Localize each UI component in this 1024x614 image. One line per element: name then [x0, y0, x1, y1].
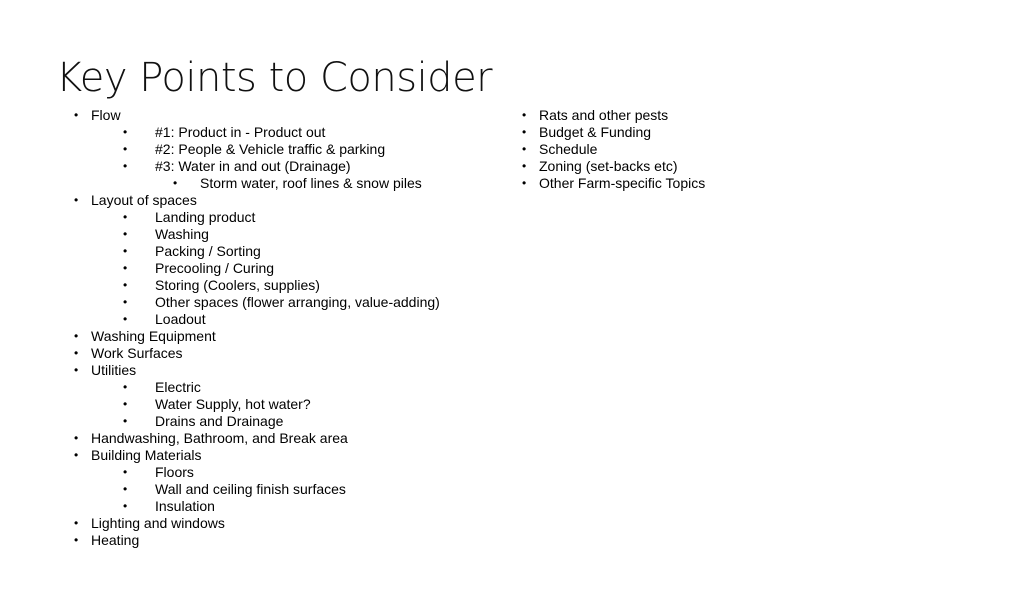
bullet-icon: • [74, 448, 79, 462]
bullet-icon: • [123, 380, 128, 394]
bullet-text: Work Surfaces [91, 345, 183, 361]
right-bullet-column [518, 107, 978, 192]
bullet-item-level-0 [518, 107, 978, 124]
bullet-item-level-1 [70, 481, 500, 498]
bullet-item-level-0 [70, 447, 500, 464]
bullet-icon: • [123, 414, 128, 428]
bullet-text: #1: Product in - Product out [155, 124, 326, 140]
bullet-text: Schedule [539, 141, 598, 157]
bullet-item-level-1 [70, 124, 500, 141]
bullet-text: Washing [155, 226, 209, 242]
bullet-text: Washing Equipment [91, 328, 216, 344]
bullet-item-level-0 [70, 515, 500, 532]
bullet-item-level-1 [70, 243, 500, 260]
bullet-text: #3: Water in and out (Drainage) [155, 158, 351, 174]
bullet-icon: • [123, 397, 128, 411]
bullet-icon: • [123, 227, 128, 241]
bullet-text: Other Farm-specific Topics [539, 175, 706, 191]
bullet-icon: • [74, 193, 79, 207]
bullet-text: Precooling / Curing [155, 260, 275, 276]
bullet-text: Water Supply, hot water? [155, 396, 311, 412]
bullet-item-level-0 [70, 107, 500, 124]
bullet-item-level-2 [70, 175, 500, 192]
bullet-text: Zoning (set-backs etc) [539, 158, 678, 174]
bullet-icon: • [74, 533, 79, 547]
bullet-icon: • [74, 363, 79, 377]
bullet-item-level-1 [70, 158, 500, 175]
bullet-icon: • [74, 108, 79, 122]
bullet-icon: • [74, 346, 79, 360]
bullet-item-level-1 [70, 311, 500, 328]
bullet-text: Storm water, roof lines & snow piles [200, 175, 422, 191]
bullet-item-level-1 [70, 226, 500, 243]
bullet-item-level-0 [518, 175, 978, 192]
bullet-item-level-0 [70, 328, 500, 345]
bullet-text: Flow [91, 107, 121, 123]
bullet-text: Insulation [155, 498, 215, 514]
bullet-icon: • [123, 499, 128, 513]
bullet-icon: • [123, 482, 128, 496]
bullet-item-level-0 [70, 362, 500, 379]
bullet-text: #2: People & Vehicle traffic & parking [155, 141, 386, 157]
bullet-icon: • [522, 142, 527, 156]
bullet-icon: • [123, 465, 128, 479]
bullet-icon: • [74, 516, 79, 530]
bullet-text: Budget & Funding [539, 124, 652, 140]
bullet-icon: • [74, 329, 79, 343]
bullet-icon: • [173, 176, 178, 190]
bullet-icon: • [123, 142, 128, 156]
bullet-item-level-1 [70, 294, 500, 311]
bullet-item-level-1 [70, 396, 500, 413]
bullet-text: Packing / Sorting [155, 243, 261, 259]
bullet-item-level-0 [70, 532, 500, 549]
bullet-item-level-1 [70, 379, 500, 396]
bullet-icon: • [123, 261, 128, 275]
bullet-text: Storing (Coolers, supplies) [155, 277, 320, 293]
left-bullet-column [70, 107, 500, 549]
bullet-icon: • [123, 278, 128, 292]
bullet-text: Building Materials [91, 447, 202, 463]
bullet-text: Drains and Drainage [155, 413, 284, 429]
bullet-item-level-0 [518, 141, 978, 158]
bullet-item-level-1 [70, 277, 500, 294]
bullet-item-level-0 [70, 345, 500, 362]
bullet-item-level-1 [70, 260, 500, 277]
bullet-item-level-0 [70, 192, 500, 209]
bullet-icon: • [522, 176, 527, 190]
bullet-text: Landing product [155, 209, 256, 225]
bullet-icon: • [123, 312, 128, 326]
bullet-icon: • [123, 244, 128, 258]
bullet-text: Heating [91, 532, 140, 548]
bullet-icon: • [522, 159, 527, 173]
bullet-item-level-1 [70, 498, 500, 515]
bullet-item-level-1 [70, 464, 500, 481]
bullet-text: Wall and ceiling finish surfaces [155, 481, 346, 497]
bullet-text: Lighting and windows [91, 515, 225, 531]
bullet-item-level-0 [518, 124, 978, 141]
bullet-text: Layout of spaces [91, 192, 197, 208]
bullet-icon: • [74, 431, 79, 445]
bullet-icon: • [522, 125, 527, 139]
bullet-item-level-1 [70, 141, 500, 158]
bullet-icon: • [123, 159, 128, 173]
bullet-text: Other spaces (flower arranging, value-adding) [155, 294, 440, 310]
bullet-icon: • [123, 210, 128, 224]
bullet-text: Loadout [155, 311, 206, 327]
bullet-icon: • [123, 125, 128, 139]
bullet-item-level-0 [70, 430, 500, 447]
slide-title: Key Points to Consider [56, 55, 493, 101]
bullet-icon: • [123, 295, 128, 309]
bullet-text: Handwashing, Bathroom, and Break area [91, 430, 348, 446]
bullet-text: Utilities [91, 362, 137, 378]
bullet-text: Electric [155, 379, 201, 395]
bullet-item-level-1 [70, 413, 500, 430]
bullet-item-level-0 [518, 158, 978, 175]
bullet-text: Rats and other pests [539, 107, 669, 123]
bullet-text: Floors [155, 464, 194, 480]
bullet-item-level-1 [70, 209, 500, 226]
bullet-icon: • [522, 108, 527, 122]
